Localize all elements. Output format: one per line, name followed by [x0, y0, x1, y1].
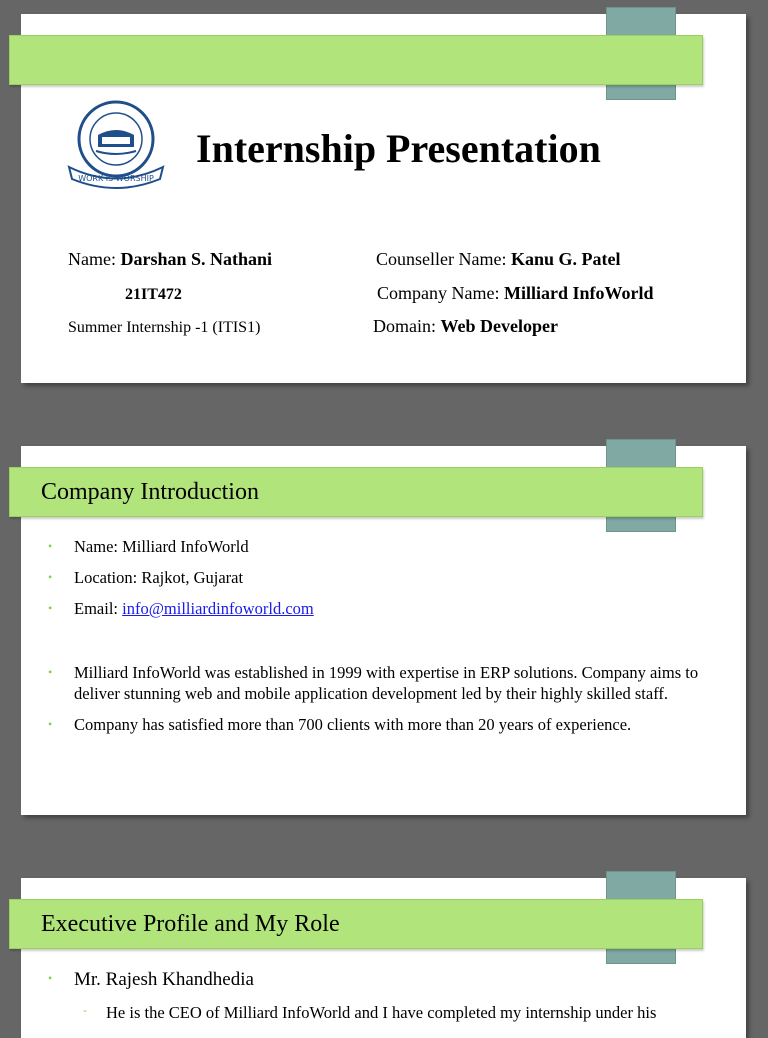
bullet-icon: • — [48, 570, 53, 584]
college-logo — [66, 95, 166, 192]
list-item — [48, 567, 728, 588]
student-id — [125, 284, 182, 306]
executive-list — [48, 968, 728, 992]
name-label: Name: — [68, 249, 116, 269]
dash-icon: - — [83, 1003, 87, 1017]
presentation-title: Internship Presentation — [196, 126, 601, 171]
bullet-icon: • — [48, 665, 53, 679]
executive-description: He is the CEO of Milliard InfoWorld and I have completed my internship under his — [106, 1003, 657, 1022]
name-row — [68, 248, 272, 270]
slide-3-title-band — [9, 899, 703, 949]
company-row — [377, 282, 654, 304]
company-value: Milliard InfoWorld — [503, 283, 654, 303]
bullet-icon: • — [48, 717, 53, 731]
domain-value: Web Developer — [440, 316, 558, 336]
counseller-label: Counseller Name: — [376, 249, 507, 269]
company-label: Company Name: — [377, 283, 500, 303]
name-value: Darshan S. Nathani — [120, 249, 273, 269]
bullet-icon: • — [48, 539, 53, 553]
email-link[interactable]: info@milliardinfoworld.com — [122, 599, 314, 618]
slide-1-title-band — [9, 35, 703, 85]
company-description-list — [48, 662, 728, 735]
company-location-text: Location: Rajkot, Gujarat — [74, 568, 244, 587]
list-item — [48, 714, 728, 735]
bullet-icon: • — [48, 971, 53, 985]
list-item — [48, 662, 728, 704]
company-clients-text: Company has satisfied more than 700 clients with more than 20 years of experience. — [74, 715, 632, 734]
domain-row — [373, 315, 558, 337]
logo-motto: WORK IS WORSHIP — [78, 174, 154, 183]
list-item — [48, 536, 728, 557]
bullet-icon: • — [48, 601, 53, 615]
company-info-list — [48, 536, 728, 619]
domain-label: Domain: — [373, 316, 436, 336]
company-name-text: Name: Milliard InfoWorld — [74, 537, 249, 556]
slide-2-title-band — [9, 467, 703, 517]
slide-3-title: Executive Profile and My Role — [41, 911, 340, 937]
counseller-value: Kanu G. Patel — [510, 249, 621, 269]
executive-name: Mr. Rajesh Khandhedia — [74, 969, 254, 990]
student-id-value: 21IT472 — [125, 286, 182, 303]
list-item — [48, 968, 728, 992]
counseller-row — [376, 248, 620, 270]
company-history-text: Milliard InfoWorld was established in 1999 with expertise in ERP solutions. Company aims to deliver stunning web and mobile application development led by their highly skilled staff. — [74, 663, 699, 703]
program-text: Summer Internship -1 (ITIS1) — [68, 319, 261, 336]
list-item — [48, 598, 728, 619]
slide-2-title: Company Introduction — [41, 479, 259, 505]
email-label: Email: — [74, 599, 118, 618]
